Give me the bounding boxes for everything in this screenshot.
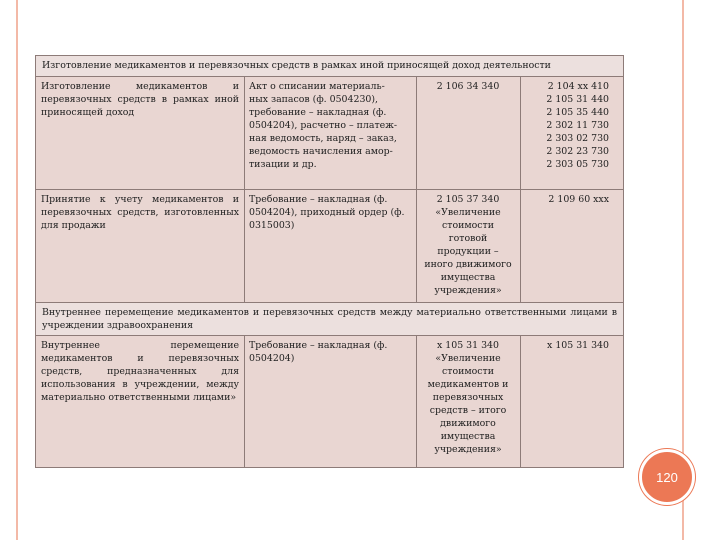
section-header-text: Изготовление медикаментов и перевязочных средств в рамках иной приносящей доход деятельности: [42, 60, 551, 71]
divider: [244, 77, 245, 189]
debit-cell: 2 106 34 340: [436, 81, 500, 92]
divider: [416, 190, 417, 302]
divider: [244, 190, 245, 302]
divider: [520, 190, 521, 302]
documents-cell: Требование – накладная (ф. 0504204): [249, 340, 388, 364]
divider: [416, 77, 417, 189]
divider: [520, 336, 521, 467]
debit-cell: 2 105 37 340 «Увеличение стоимости готовой продукции – иного движимого имущества учреждения»: [424, 194, 512, 296]
section-header-text: Внутреннее перемещение медикаментов и перевязочных средств между материально ответственными лицами в учреждении здравоохранения: [42, 307, 617, 331]
credit-cell: 2 109 60 ххх: [548, 194, 609, 205]
operation-cell: Изготовление медикаментов и перевязочных средств в рамках иной приносящей доход: [41, 81, 239, 118]
page-number: 120: [656, 469, 678, 485]
divider: [416, 336, 417, 467]
section-header: [36, 303, 623, 335]
table-row: [36, 336, 623, 467]
credit-cell: 2 104 хх 410 2 105 31 440 2 105 35 440 2 302 11 730 2 303 02 730 2 302 23 730 2 303 05 730: [546, 81, 609, 170]
table-row: [36, 77, 623, 189]
divider: [244, 336, 245, 467]
documents-cell: Акт о списании материаль- ных запасов (ф. 0504230), требование – накладная (ф. 0504204), расчетно – платеж- ная ведомость, наряд – заказ, ведомость начисления амор- тизации и др.: [249, 81, 398, 170]
section-header: [36, 56, 623, 76]
left-frame-line: [16, 0, 18, 540]
documents-cell: Требование – накладная (ф. 0504204), приходный ордер (ф. 0315003): [249, 194, 405, 231]
credit-cell: х 105 31 340: [547, 340, 609, 351]
page-number-badge: [639, 449, 695, 505]
operation-cell: Внутреннее перемещение медикаментов и перевязочных средств, предназначенных для использования в учреждении, между материально ответственными лицами»: [41, 340, 239, 403]
table-row: [36, 190, 623, 302]
operation-cell: Принятие к учету медикаментов и перевязочных средств, изготовленных для продажи: [41, 194, 239, 231]
debit-cell: х 105 31 340 «Увеличение стоимости медикаментов и перевязочных средств – итого движимого имущества учреждения»: [427, 340, 509, 455]
accounting-table: [35, 55, 624, 468]
divider: [520, 77, 521, 189]
